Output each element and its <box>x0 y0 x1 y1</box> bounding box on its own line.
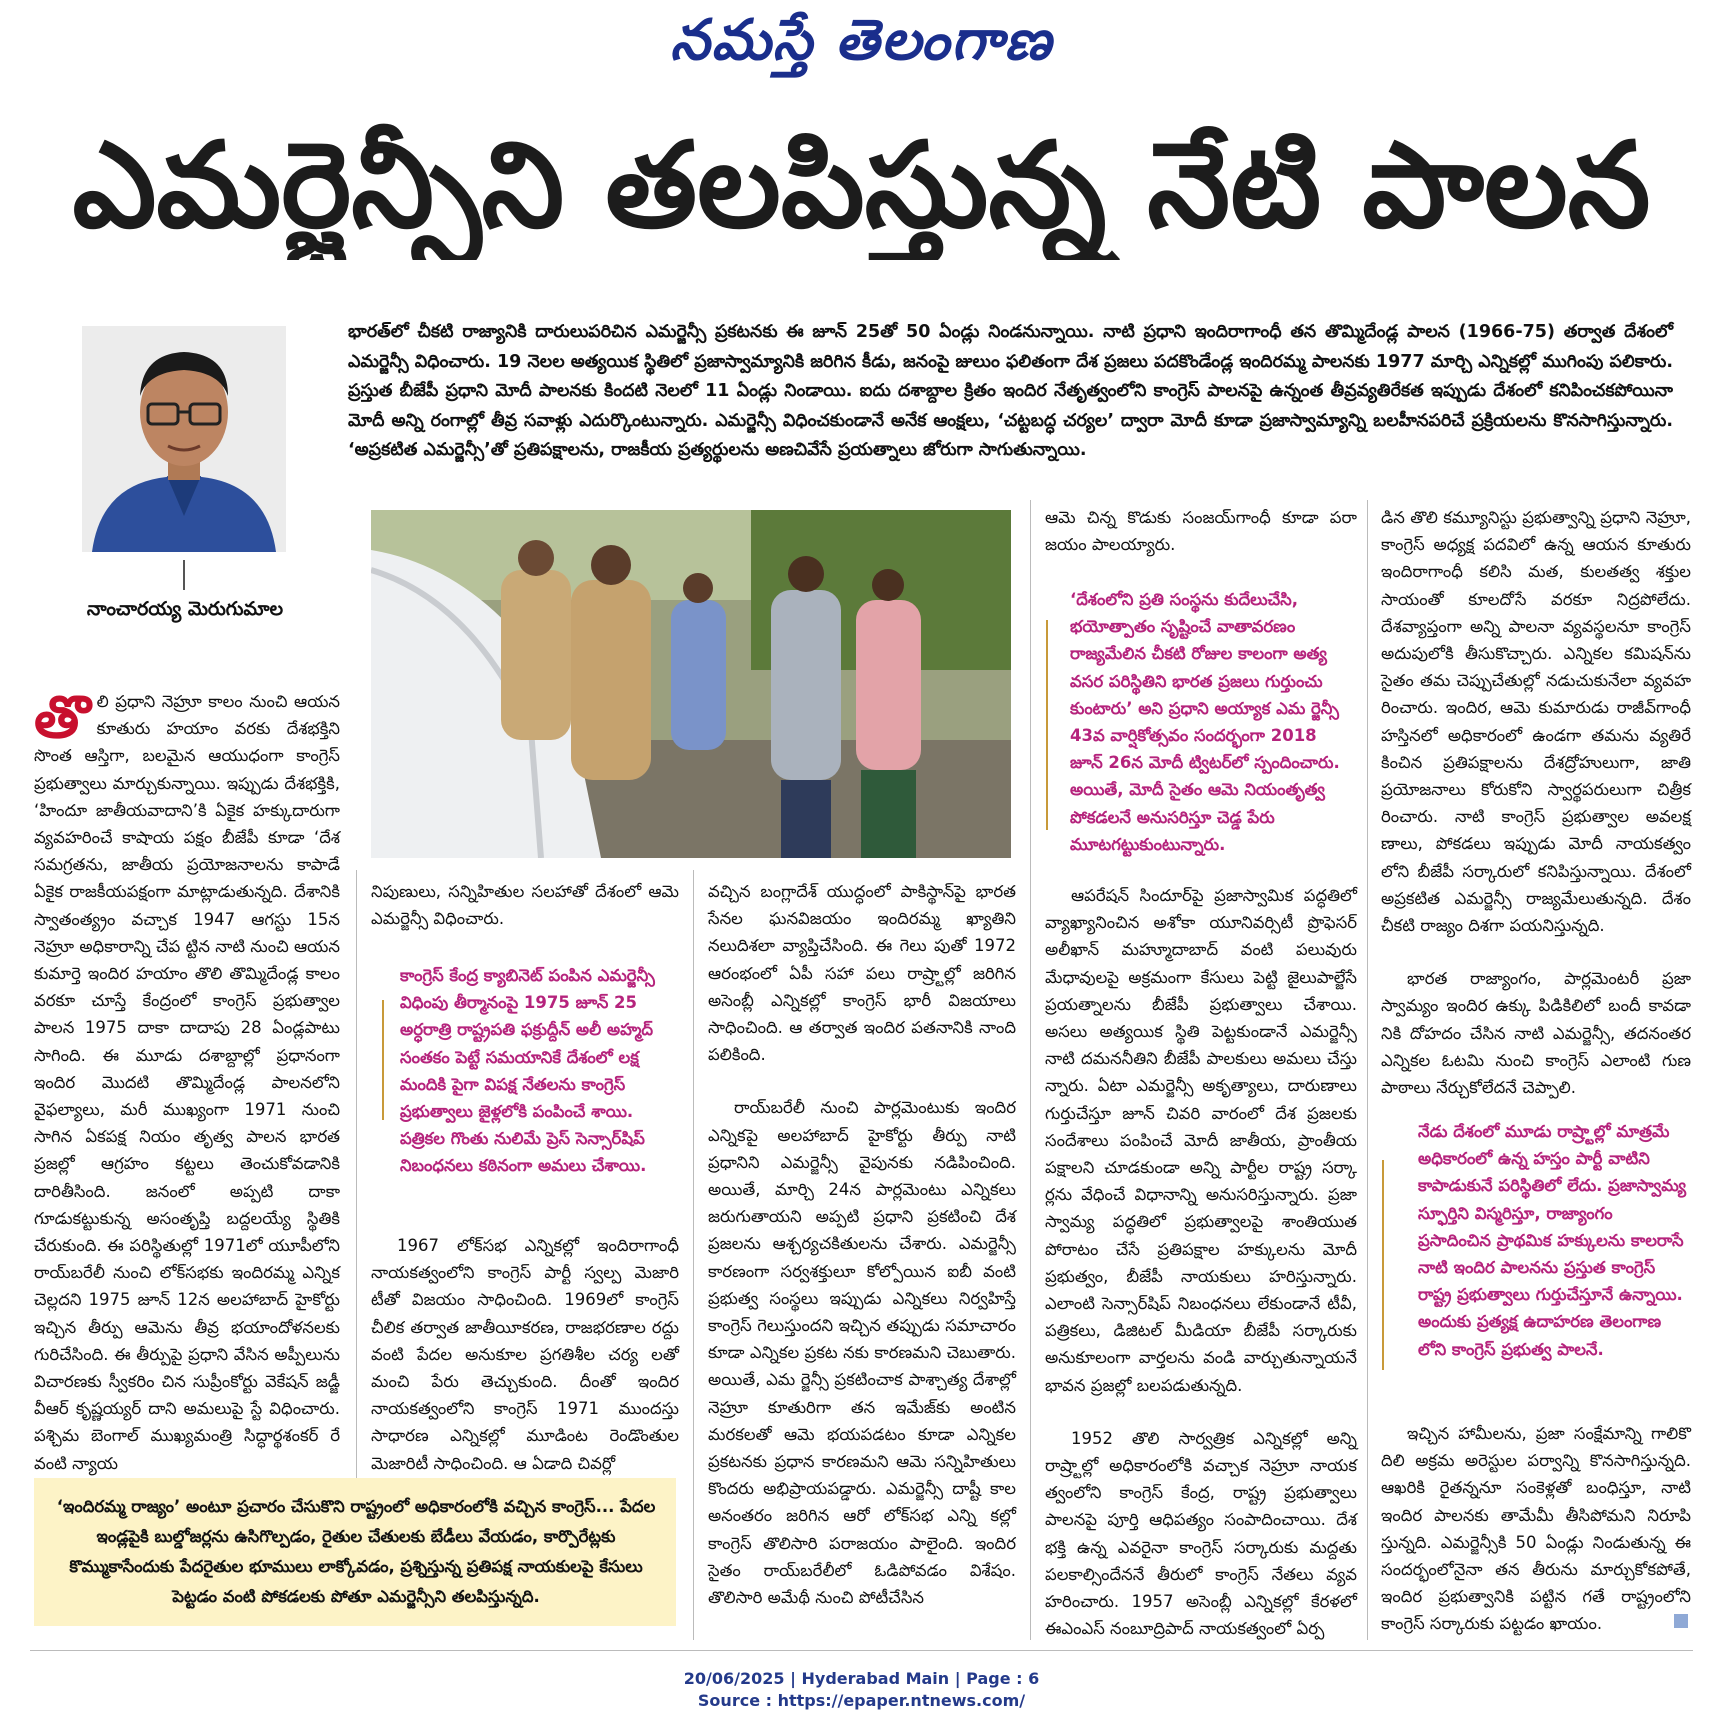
column-4-paragraph-3: 1952 తొలి సార్వత్రిక ఎన్నికల్లో అన్ని రాష్ర్టాల్లో అధికారంలోకి వచ్చాక నెహ్రూ నాయక త్వంలోని కాంగ్రెస్ కేంద్ర, రాష్ట్ర ప్రభుత్వాలు పాలనపై పూర్తి ఆధిపత్యం సంపాదించాయి. దేశ భక్తి ఉన్న ఎవరైనా కాంగ్రెస్ సర్కారుకు మద్దతు పలకాల్సిందేననే తీరులో కాంగ్రెస్ నేతలు వ్యవ హరించారు. 1957 అసెంబ్లీ ఎన్నికల్లో కేరళలో ఈఎంఎస్ నంబూద్రిపాద్ నాయకత్వంలో ఏర్ప <box>1045 1428 1357 1639</box>
footer-source: Source : https://epaper.ntnews.com/ <box>697 1691 1026 1710</box>
column-rule-1 <box>356 870 357 1478</box>
headline: ఎమర్జెన్సీని తలపిస్తున్న నేటి పాలన <box>72 116 1651 254</box>
column-rule-3 <box>1030 500 1031 1640</box>
column-5-lower <box>1381 1420 1691 1638</box>
column-rule-2 <box>693 870 694 1640</box>
column-2 <box>371 878 679 932</box>
dropcap: తొ <box>34 683 91 751</box>
byline: నాంచారయ్య మెరుగుమాల <box>86 598 284 620</box>
column-3-paragraph-2: రాయ్‌బరేలీ నుంచి పార్లమెంటుకు ఇందిర ఎన్నికపై అలహాబాద్ హైకోర్టు తీర్పు నాటి ప్రధానిని ఎమర్జెన్సీ వైపునకు నడిపించింది. అయితే, మార్చి 24న పార్లమెంటు ఎన్నికలు జరుగుతాయని అప్పటి ప్రధాని ప్రకటించి దేశ ప్రజలను ఆశ్చర్యచకితులను చేశారు. ఎమర్జెన్సీ కారణంగా సర్వశక్తులూ కోల్పోయిన ఐబీ వంటి ప్రభుత్వ సంస్థలు ఇప్పుడు ఎన్నికలు నిర్వహిస్తే కాంగ్రెస్ గెలుస్తుందని ఇచ్చిన తప్పుడు సమాచారం కూడా ఎన్నికల ప్రకట నకు కారణమని చెబుతారు. అయితే, ఎమ ర్జెన్సీ ప్రకటించాక పాశ్చాత్య దేశాల్లో నెహ్రూ కూతురిగా తన ఇమేజ్‌కు అంటిన మరకలతో ఆమె భయపడటం కూడా ఎన్నికల ప్రకటనకు ప్రధాన కారణమని ఆమె సన్నిహితులు కొందరు అభిప్రాయపడ్డారు. ఎమర్జెన్సీ దాష్టీ కాల అనంతరం జరిగిన ఆరో లోక్‌సభ ఎన్ని కల్లో కాంగ్రెస్ తొలిసారి పరాజయం పాలైంది. ఇందిర సైతం రాయ్‌బరేలీలో ఓడిపోవడం విశేషం. తొలిసారి అమేథీ నుంచి పోటీచేసిన <box>708 1098 1016 1608</box>
pullquote-2-marker <box>382 1000 384 1120</box>
footer-divider <box>30 1650 1693 1651</box>
column-5-paragraph-1: డిన తొలి కమ్యూనిస్టు ప్రభుత్వాన్ని ప్రధాని నెహ్రూ, కాంగ్రెస్ అధ్యక్ష పదవిలో ఉన్న ఆయన కూతురు ఇందిరాగాంధీ కలిసి మత, కులతత్వ శక్తుల సాయంతో కూలదోసే వరకూ నిద్రపోలేదు. దేశవ్యాప్తంగా అన్ని పాలనా వ్యవస్థలనూ కాంగ్రెస్ అదుపులోకి తీసుకొచ్చారు. ఎన్నికల కమిషన్‌ను సైతం తమ చెప్పుచేతుల్లో నడుచుకునేలా వ్యవహ రించారు. ఇందిర, ఆమె కుమారుడు రాజీవ్‌గాంధీ హస్తినలో అధికారంలో ఉండగా తమను వ్యతిరే కించిన ప్రతిపక్షాలను దేశద్రోహులుగా, జాతి ప్రయోజనాలు కోరుకోని స్వార్థపరులుగా చిత్రీక రించారు. నాటి కాంగ్రెస్ ప్రభుత్వాల అవలక్ష ణాలు, పోకడలు ఇప్పుడు మోదీ నాయకత్వం లోని బీజేపీ సర్కారులో కనిపిస్తున్నాయి. దేశంలో అప్రకటిత ఎమర్జెన్సీ రాజ్యమేలుతున్నది. దేశం చీకటి రాజ్యం దిశగా పయనిస్తున్నది. <box>1381 508 1691 936</box>
pullquote-4-marker <box>1046 620 1048 830</box>
highlight-box-text: ‘ఇందిరమ్మ రాజ్యం’ అంటూ ప్రచారం చేసుకొని రాష్ట్రంలో అధికారంలోకి వచ్చిన కాంగ్రెస్... పేదల ఇండ్లపైకి బుల్డోజర్లను ఉసిగొల్పడం, రైతుల చేతులకు బేడీలు వేయడం, కార్పొరేట్లకు కొమ్ముకాసేందుకు పేదరైతుల భూములు లాక్కోవడం, ప్రశ్నిస్తున్న ప్రతిపక్ష నాయకులపై కేసులు పెట్టడం వంటి పోకడలకు పోతూ ఎమర్జెన్సీని తలపిస్తున్నది. <box>56 1497 656 1606</box>
end-mark-icon <box>1674 1614 1688 1628</box>
column-1 <box>34 683 340 1477</box>
column-2-paragraph-1: నిపుణులు, సన్నిహితుల సలహాతో దేశంలో ఆమె ఎమర్జెన్సీ విధించారు. <box>371 882 679 929</box>
masthead: నమస్తే తెలంగాణ <box>670 8 1053 73</box>
byline-divider <box>183 560 185 590</box>
pullquote-5: నేడు దేశంలో మూడు రాష్ర్టాల్లో మాత్రమే అధికారంలో ఉన్న హస్తం పార్టీ వాటిని కాపాడుకునే పరిస్థితిలో లేదు. ప్రజాస్వామ్య స్ఫూర్తిని విస్మరిస్తూ, రాజ్యాంగం ప్రసాదించిన ప్రాథమిక హక్కులను కాలరాసే నాటి ఇందిర పాలనను ప్రస్తుత కాంగ్రెస్ రాష్ట్ర ప్రభుత్వాలు గుర్తుచేస్తూనే ఉన్నాయి. అందుకు ప్రత్యక్ష ఉదాహరణ తెలంగాణ లోని కాంగ్రెస్ ప్రభుత్వ పాలనే. <box>1418 1122 1687 1359</box>
intro-paragraph: భారత్‌లో చీకటి రాజ్యానికి దారులుపరిచిన ఎమర్జెన్సీ ప్రకటనకు ఈ జూన్ 25తో 50 ఏండ్లు నిండనున్నాయి. నాటి ప్రధాని ఇందిరాగాంధీ తన తొమ్మిదేండ్ల పాలన (1966-75) తర్వాత దేశంలో ఎమర్జెన్సీ విధించారు. 19 నెలల అత్యయిక స్థితిలో ప్రజాస్వామ్యానికి జరిగిన కీడు, జనంపై జులుం ఫలితంగా దేశ ప్రజలు పదకొండేండ్ల ఇందిరమ్మ పాలనకు 1977 మార్చి ఎన్నికల్లో ముగింపు పలికారు. ప్రస్తుత బీజేపీ ప్రధాని మోదీ పాలనకు కిందటి నెలలో 11 ఏండ్లు నిండాయి. ఐదు దశాబ్దాల క్రితం ఇందిర నేతృత్వంలోని కాంగ్రెస్ పాలనపై ఉన్నంత తీవ్రవ్యతిరేకత ఇప్పుడు దేశంలో కనిపించకపోయినా మోదీ అన్ని రంగాల్లో తీవ్ర సవాళ్లు ఎదుర్కొంటున్నారు. ఎమర్జెన్సీ విధించకుండానే అనేక ఆంక్షలు, ‘చట్టబద్ధ చర్యల’ ద్వారా మోదీ కూడా ప్రజాస్వామ్యాన్ని బలహీనపరిచే ప్రక్రియలను కొనసాగిస్తున్నారు. ‘అప్రకటిత ఎమర్జెన్సీ’తో ప్రతిపక్షాలను, రాజకీయ ప్రత్యర్థులను అణచివేసే ప్రయత్నాలు జోరుగా సాగుతున్నాయి. <box>348 322 1673 460</box>
column-rule-4 <box>1367 500 1368 1640</box>
column-1-text: లి ప్రధాని నెహ్రూ కాలం నుంచి ఆయన కూతురు హయాం వరకు దేశభక్తిని సొంత ఆస్తిగా, బలమైన ఆయుధంగా కాంగ్రెస్ ప్రభుత్వాలు మార్చుకున్నాయి. ఇప్పుడు దేశభక్తికి, ‘హిందూ జాతీయవాదాని’కి ఏకైక హక్కుదారుగా వ్యవహరించే కాషాయ పక్షం బీజేపీ కూడా ‘దేశ సమగ్రతను, జాతీయ ప్రయోజనాలను కాపాడే ఏకైక రాజకీయపక్షంగా మాట్లాడుతున్నది. దేశానికి స్వాతంత్య్రం వచ్చాక 1947 ఆగస్టు 15న నెహ్రూ అధికారాన్ని చేప ట్టిన నాటి నుంచి ఆయన కుమార్తె ఇందిర హయాం తొలి తొమ్మిదేండ్ల కాలం వరకూ చూస్తే కేంద్రంలో కాంగ్రెస్ ప్రభుత్వాల పాలన 1975 దాకా దాదాపు 28 ఏండ్లపాటు సాగింది. ఈ మూడు దశాబ్దాల్లో ప్రధానంగా ఇందిర మొదటి తొమ్మిదేండ్ల పాలనలోని వైఫల్యాలు, మరీ ముఖ్యంగా 1971 నుంచి సాగిన ఏకపక్ష నియం తృత్వ పాలన భారత ప్రజల్లో ఆగ్రహం కట్టలు తెంచుకోవడానికి దారితీసింది. జనంలో అప్పటి దాకా గూడుకట్టుకున్న అసంతృప్తి బద్దలయ్యే స్థితికి చేరుకుంది. ఈ పరిస్థితుల్లో 1971లో యూపీలోని రాయ్‌బరేలీ నుంచి లోక్‌సభకు ఇందిరమ్మ ఎన్నిక చెల్లదని 1975 జూన్ 12న అలహాబాద్ హైకోర్టు ఇచ్చిన తీర్పు ఆమెను తీవ్ర భయాందోళనలకు గురిచేసింది. ఈ తీర్పుపై ప్రధాని వేసిన అప్పీలును విచారణకు స్వీకరిం చిన సుప్రీంకోర్టు వెకేషన్ జడ్జీ వీఆర్ కృష్ణయ్యర్ దాని అమలుపై స్టే విధించారు. పశ్చిమ బెంగాల్ ముఖ్యమంత్రి సిద్ధార్థశంకర్ రే వంటి న్యాయ <box>34 692 340 1473</box>
footer <box>0 1668 1723 1712</box>
pullquote-5-marker <box>1382 1160 1384 1370</box>
column-5-paragraph-3: ఇచ్చిన హామీలను, ప్రజా సంక్షేమాన్ని గాలికొ దిలి అక్రమ అరెస్టుల పర్వాన్ని కొనసాగిస్తున్నది. ఆఖరికి రైతన్ననూ సంకెళ్లతో బంధిస్తూ, నాటి ఇందిర పాలనకు తామేమీ తీసిపోమని నిరూపి స్తున్నది. ఎమర్జెన్సీకి 50 ఏండ్లు నిండుతున్న ఈ సందర్భంలోనైనా తన తీరును మార్చుకోకపోతే, ఇందిర ప్రభుత్వానికి పట్టిన గతే రాష్ట్రంలోని కాంగ్రెస్ సర్కారుకు పట్టడం ఖాయం. <box>1381 1424 1691 1634</box>
column-3 <box>708 878 1016 1611</box>
column-5-paragraph-2: భారత రాజ్యాంగం, పార్లమెంటరీ ప్రజా స్వామ్యం ఇందిర ఉక్కు పిడికిలిలో బందీ కావడా నికి దోహదం చేసిన నాటి ఎమర్జెన్సీ, తదనంతర ఎన్నికల ఓటమి నుంచి కాంగ్రెస్ ఎలాంటి గుణ పాఠాలు నేర్చుకోలేదనే చెప్పాలి. <box>1381 969 1691 1098</box>
column-4-paragraph-1: ఆమె చిన్న కొడుకు సంజయ్‌గాంధీ కూడా పరా జయం పాలయ్యారు. <box>1045 508 1357 555</box>
column-2-lower <box>371 1232 679 1477</box>
police-escort-photo-icon <box>371 510 1011 858</box>
footer-edition: 20/06/2025 | Hyderabad Main | Page : 6 <box>683 1669 1040 1688</box>
pullquote-2: కాంగ్రెస్ కేంద్ర క్యాబినెట్ పంపిన ఎమర్జెన్సీ విధింపు తీర్మానంపై 1975 జూన్ 25 అర్ధరాత్రి రాష్ట్రపతి ఫక్రుద్దీన్ అలీ అహ్మద్ సంతకం పెట్టే సమయానికే దేశంలో లక్ష మందికి పైగా విపక్ష నేతలను కాంగ్రెస్ ప్రభుత్వాలు జైళ్లలోకి పంపించే శాయి. పత్రికల గొంతు నులిమే ప్రెస్ సెన్సార్‌షిప్ నిబంధనలు కఠినంగా అమలు చేశాయి. <box>400 966 655 1176</box>
column-4-lower <box>1045 882 1357 1642</box>
column-4-paragraph-2: ఆపరేషన్ సిందూర్‌పై ప్రజాస్వామిక పద్ధతిలో వ్యాఖ్యానించిన అశోకా యూనివర్సిటీ ప్రొఫెసర్ అలీఖాన్ మహ్మూదాబాద్ వంటి పలువురు మేధావులపై అక్రమంగా కేసులు పెట్టి జైలుపాల్జేసే ప్రయత్నాలను బీజేపీ ప్రభుత్వాలు చేశాయి. అసలు అత్యయిక స్థితి పెట్టకుండానే ఎమర్జెన్సీ నాటి దమననీతిని బీజేపీ పాలకులు అమలు చేస్తు న్నారు. ఏటా ఎమర్జెన్సీ అకృత్యాలు, దారుణాలు గుర్తుచేస్తూ జూన్ చివరి వారంలో దేశ ప్రజలకు సందేశాలు పంపించే మోదీ జాతీయ, ప్రాంతీయ పక్షాలని చూడకుండా అన్ని పార్టీల రాష్ట్ర సర్కా ర్లను వేధించే విధానాన్ని అనుసరిస్తున్నారు. ప్రజా స్వామ్య పద్ధతిలో ప్రభుత్వాలపై శాంతియుత పోరాటం చేసే ప్రతిపక్షాల హక్కులను మోదీ ప్రభుత్వం, బీజేపీ నాయకులు హరిస్తున్నారు. ఎలాంటి సెన్సార్‌షిప్ నిబంధనలు లేకుండానే టీవీ, పత్రికలు, డిజిటల్ మీడియా బీజేపీ సర్కారుకు అనుకూలంగా వార్తలను వండి వార్చుతున్నాయనే భావన ప్రజల్లో బలపడుతున్నది. <box>1045 886 1357 1395</box>
column-4 <box>1045 504 1357 558</box>
author-photo <box>82 326 286 552</box>
column-3-paragraph-1: వచ్చిన బంగ్లాదేశ్ యుద్ధంలో పాకిస్థాన్‌పై భారత సేనల ఘనవిజయం ఇందిరమ్మ ఖ్యాతిని నలుదిశలా వ్యాప్తిచేసింది. ఈ గెలు పుతో 1972 ఆరంభంలో ఏపీ సహా పలు రాష్ర్టాల్లో జరిగిన అసెంబ్లీ ఎన్నికల్లో కాంగ్రెస్ భారీ విజయాలు సాధించింది. ఆ తర్వాత ఇందిర పతనానికి నాంది పలికింది. <box>708 882 1016 1065</box>
news-photo <box>371 510 1011 858</box>
author-portrait-icon <box>82 326 286 552</box>
column-5 <box>1381 504 1691 1101</box>
column-2-paragraph-2: 1967 లోక్‌సభ ఎన్నికల్లో ఇందిరాగాంధీ నాయకత్వంలోని కాంగ్రెస్ పార్టీ స్వల్ప మెజారి టీతో విజయం సాధించింది. 1969లో కాంగ్రెస్ చీలిక తర్వాత జాతీయీకరణ, రాజభరణాల రద్దు వంటి పేదల అనుకూల ప్రగతిశీల చర్య లతో మంచి పేరు తెచ్చుకుంది. దీంతో ఇందిర నాయకత్వంలోని కాంగ్రెస్ 1971 ముందస్తు సాధారణ ఎన్నికల్లో మూడింట రెండొంతుల మెజారిటీ సాధించింది. ఆ ఏడాది చివర్లో <box>371 1236 679 1473</box>
pullquote-4: ‘దేశంలోని ప్రతి సంస్థను కుదేలుచేసి, భయోత్పాతం సృష్టించే వాతావరణం రాజ్యమేలిన చీకటి రోజుల కాలంగా అత్య వసర పరిస్థితిని భారత ప్రజలు గుర్తుంచు కుంటారు’ అని ప్రధాని అయ్యాక ఎమ ర్జెన్సీ 43వ వార్షికోత్సవం సందర్భంగా 2018 జూన్ 26న మోదీ ట్విటర్‌లో స్పందించారు. అయితే, మోదీ సైతం ఆమె నియంతృత్వ పోకడలనే అనుసరిస్తూ చెడ్డ పేరు మూటగట్టుకుంటున్నారు. <box>1070 590 1340 854</box>
